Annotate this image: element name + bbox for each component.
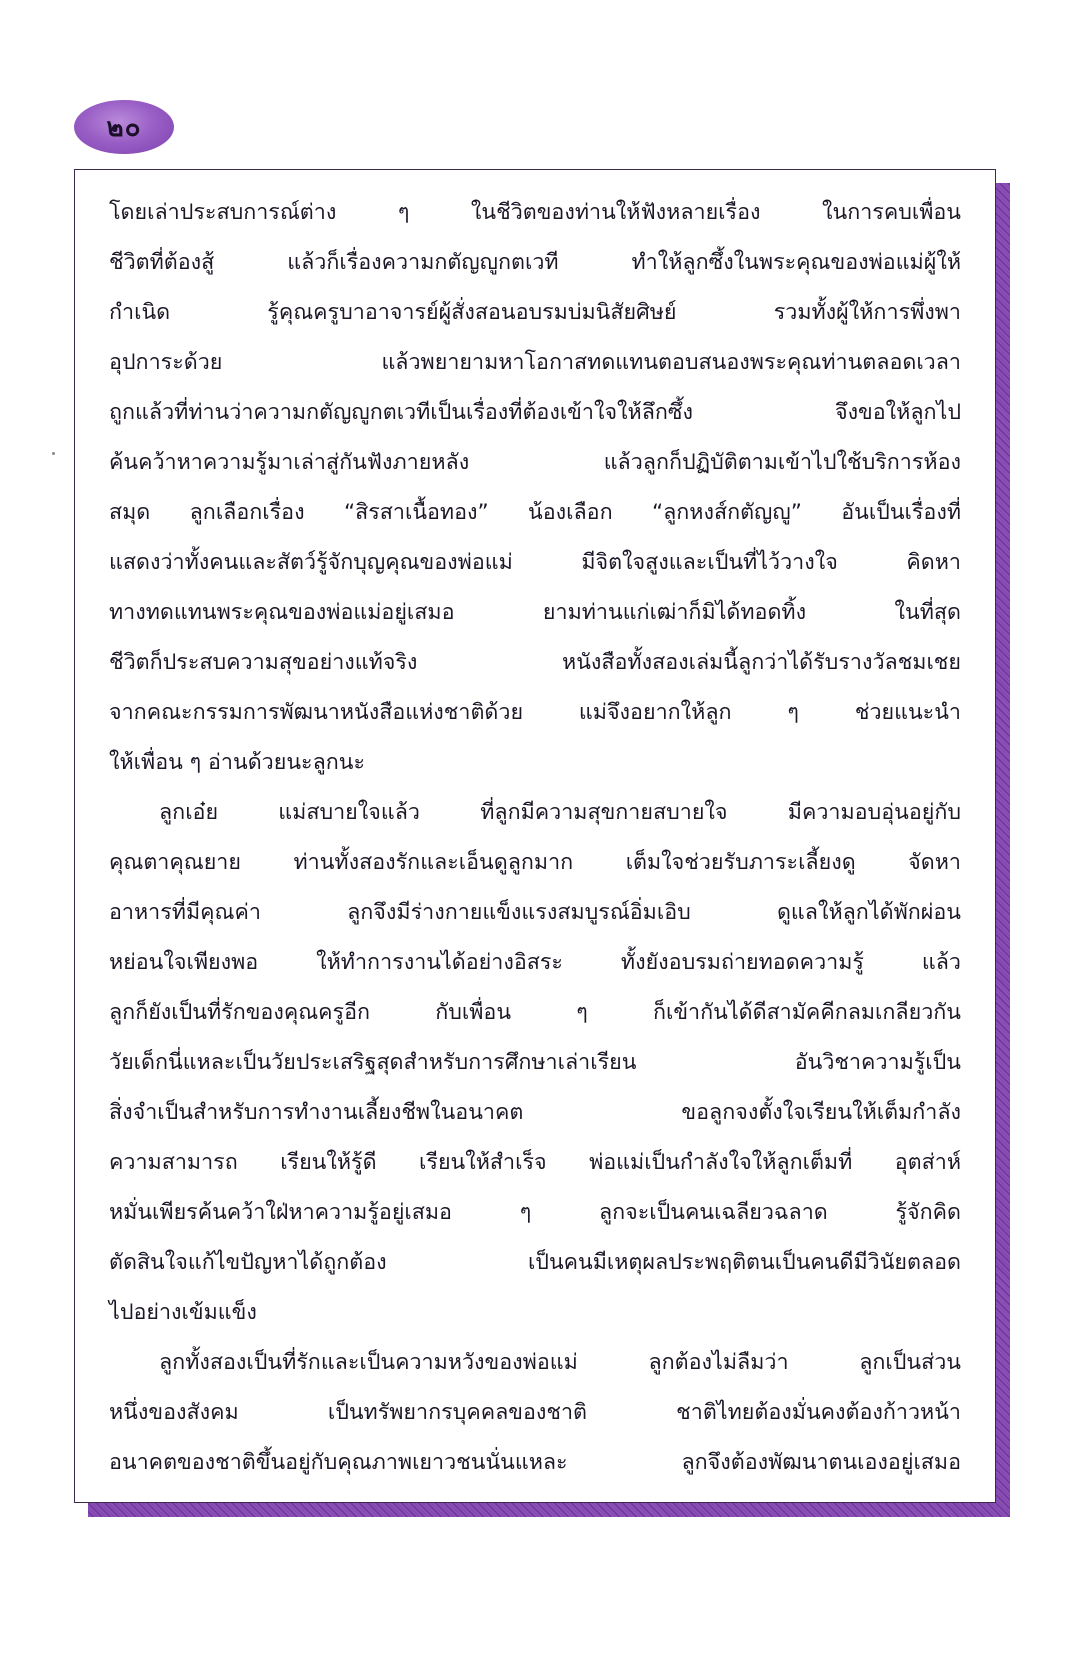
text-line: ชีวิตที่ต้องสู้ แล้วก็เรื่องความกตัญญูกตเวที ทำให้ลูกซึ้งในพระคุณของพ่อแม่ผู้ให้ <box>109 250 961 275</box>
text-line: คุณตาคุณยาย ท่านทั้งสองรักและเอ็นดูลูกมาก เต็มใจช่วยรับภาระเลี้ยงดู จัดหา <box>109 850 961 875</box>
text-line: อุปการะด้วย แล้วพยายามหาโอกาสทดแทนตอบสนองพระคุณท่านตลอดเวลา <box>109 350 961 375</box>
text-line: ลูกทั้งสองเป็นที่รักและเป็นความหวังของพ่อแม่ ลูกต้องไม่ลืมว่า ลูกเป็นส่วน <box>159 1350 961 1375</box>
text-line: ทางทดแทนพระคุณของพ่อแม่อยู่เสมอ ยามท่านแก่เฒ่าก็มิได้ทอดทิ้ง ในที่สุด <box>109 600 961 625</box>
text-line: ลูกเอ๋ย แม่สบายใจแล้ว ที่ลูกมีความสุขกายสบายใจ มีความอบอุ่นอยู่กับ <box>159 800 961 825</box>
text-line: ตัดสินใจแก้ไขปัญหาได้ถูกต้อง เป็นคนมีเหตุผลประพฤติตนเป็นคนดีมีวินัยตลอด <box>109 1250 961 1275</box>
text-line: ถูกแล้วที่ท่านว่าความกตัญญูกตเวทีเป็นเรื่องที่ต้องเข้าใจให้ลึกซึ้ง จึงขอให้ลูกไป <box>109 400 961 425</box>
body-text <box>109 188 961 1488</box>
text-line: หมั่นเพียรค้นคว้าใฝ่หาความรู้อยู่เสมอ ๆ ลูกจะเป็นคนเฉลียวฉลาด รู้จักคิด <box>109 1200 961 1225</box>
text-line: หนึ่งของสังคม เป็นทรัพยากรบุคคลของชาติ ชาติไทยต้องมั่นคงต้องก้าวหน้า <box>109 1400 961 1425</box>
text-frame <box>74 169 996 1503</box>
page-number: ๒๐ <box>106 112 142 143</box>
text-line: วัยเด็กนี่แหละเป็นวัยประเสริฐสุดสำหรับการศึกษาเล่าเรียน อันวิชาความรู้เป็น <box>109 1050 961 1075</box>
text-line: กำเนิด รู้คุณครูบาอาจารย์ผู้สั่งสอนอบรมบ่มนิสัยศิษย์ รวมทั้งผู้ให้การพึ่งพา <box>109 300 961 325</box>
text-line: จากคณะกรรมการพัฒนาหนังสือแห่งชาติด้วย แม่จึงอยากให้ลูก ๆ ช่วยแนะนำ <box>109 700 961 725</box>
text-line: ความสามารถ เรียนให้รู้ดี เรียนให้สำเร็จ พ่อแม่เป็นกำลังใจให้ลูกเต็มที่ อุตส่าห์ <box>109 1150 961 1175</box>
text-line: สมุด ลูกเลือกเรื่อง “สิรสาเนื้อทอง” น้องเลือก “ลูกหงส์กตัญญู” อันเป็นเรื่องที่ <box>109 500 961 525</box>
text-line: สิ่งจำเป็นสำหรับการทำงานเลี้ยงชีพในอนาคต ขอลูกจงตั้งใจเรียนให้เต็มกำลัง <box>109 1100 961 1125</box>
text-line: ค้นคว้าหาความรู้มาเล่าสู่กันฟังภายหลัง แล้วลูกก็ปฏิบัติตามเข้าไปใช้บริการห้อง <box>109 450 961 475</box>
text-line: ลูกก็ยังเป็นที่รักของคุณครูอีก กับเพื่อน ๆ ก็เข้ากันได้ดีสามัคคีกลมเกลียวกัน <box>109 1000 961 1025</box>
text-line: ไปอย่างเข้มแข็ง <box>109 1300 257 1325</box>
text-line: อาหารที่มีคุณค่า ลูกจึงมีร่างกายแข็งแรงสมบูรณ์อิ่มเอิบ ดูแลให้ลูกได้พักผ่อน <box>109 900 961 925</box>
text-line: โดยเล่าประสบการณ์ต่าง ๆ ในชีวิตของท่านให้ฟังหลายเรื่อง ในการคบเพื่อน <box>109 200 961 225</box>
text-line: หย่อนใจเพียงพอ ให้ทำการงานได้อย่างอิสระ ทั้งยังอบรมถ่ายทอดความรู้ แล้ว <box>109 950 961 975</box>
text-line: ให้เพื่อน ๆ อ่านด้วยนะลูกนะ <box>109 750 366 775</box>
margin-speck <box>52 452 55 455</box>
text-line: แสดงว่าทั้งคนและสัตว์รู้จักบุญคุณของพ่อแม่ มีจิตใจสูงและเป็นที่ไว้วางใจ คิดหา <box>109 550 961 575</box>
text-line: ชีวิตก็ประสบความสุขอย่างแท้จริง หนังสือทั้งสองเล่มนี้ลูกว่าได้รับรางวัลชมเชย <box>109 650 961 675</box>
text-line: อนาคตของชาติขึ้นอยู่กับคุณภาพเยาวชนนั่นแหละ ลูกจึงต้องพัฒนาตนเองอยู่เสมอ <box>109 1450 961 1475</box>
page-number-badge <box>74 100 174 154</box>
